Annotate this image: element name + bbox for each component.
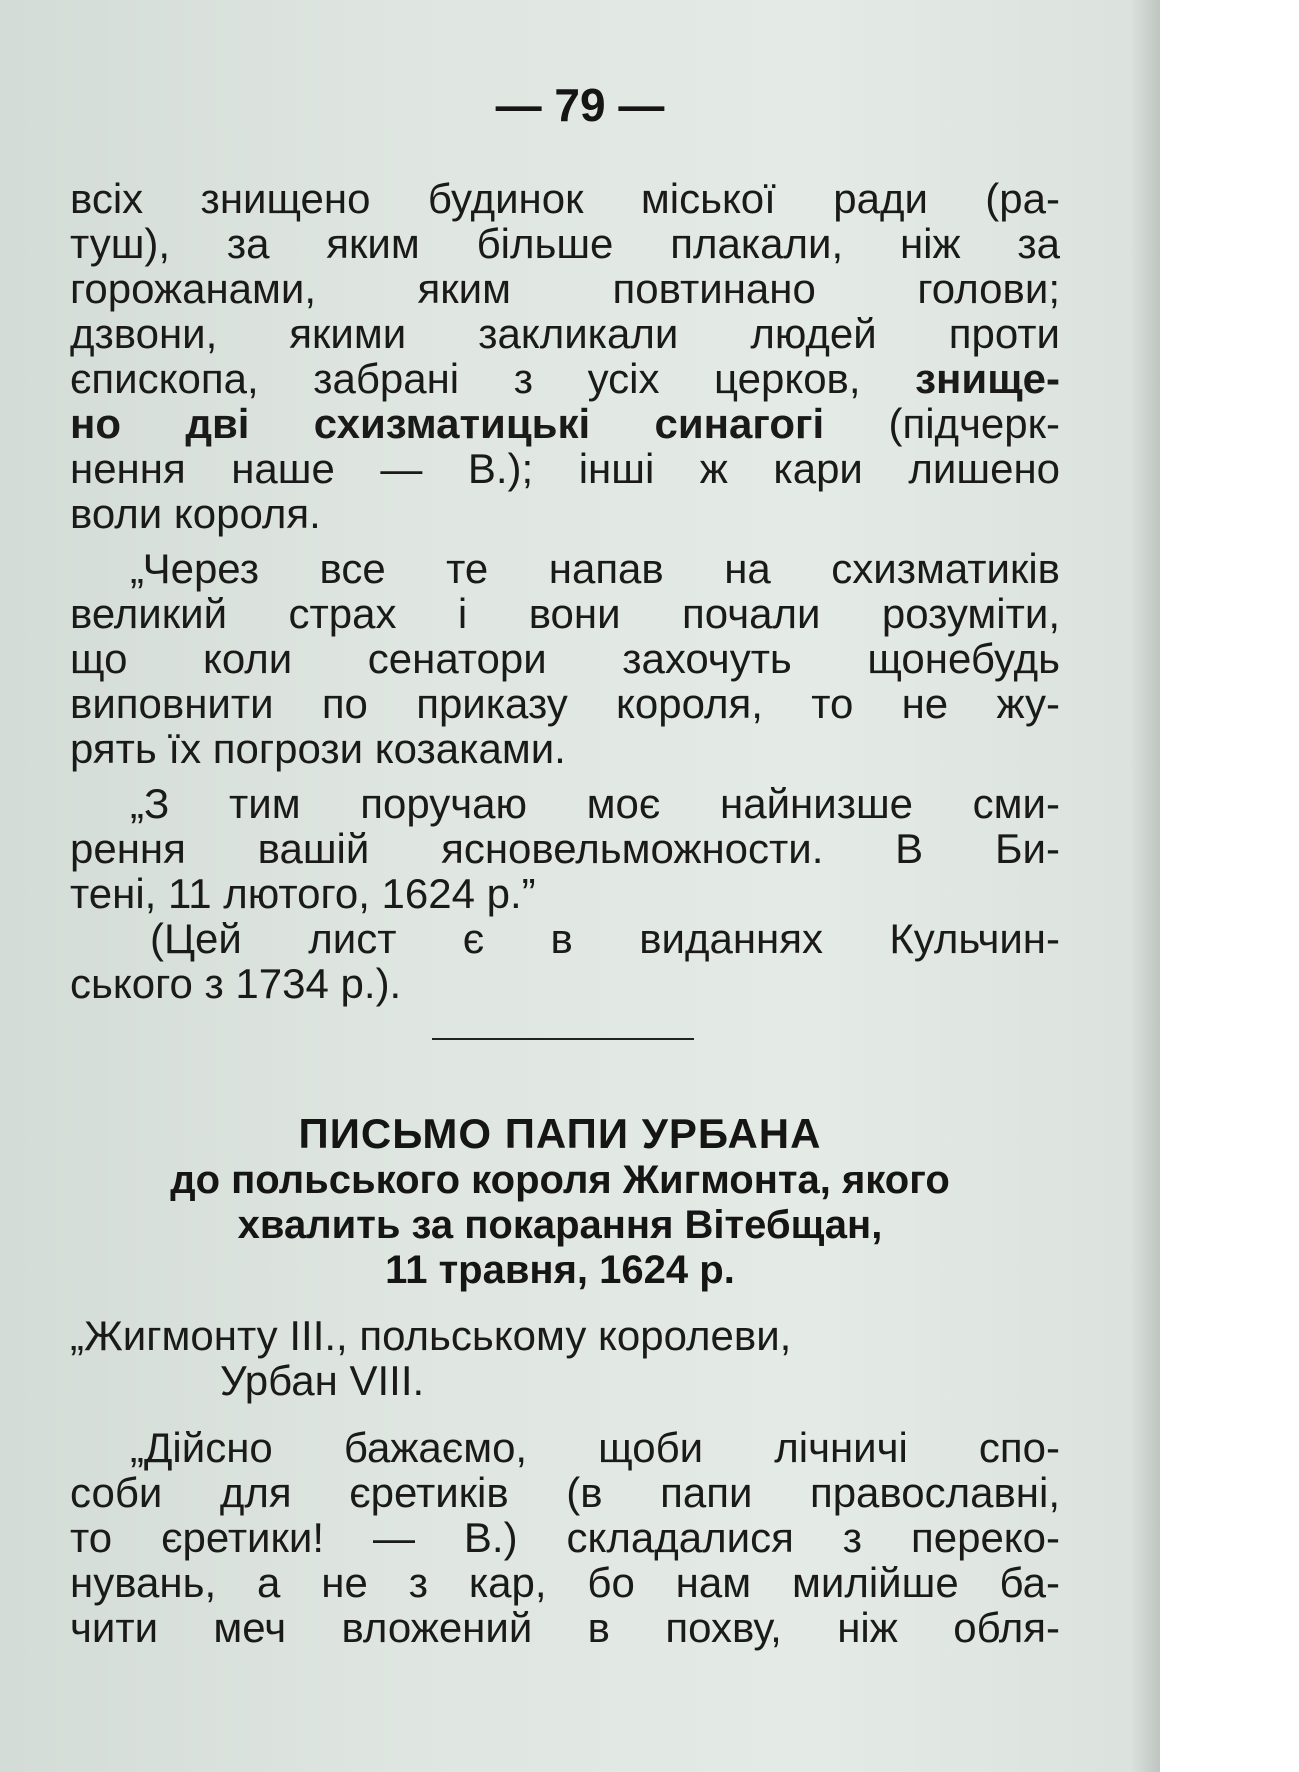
text-line: горожанами, яким повтинано голови; — [70, 265, 1060, 312]
text-line — [70, 356, 1060, 401]
text-line: ського з 1734 р.). — [70, 960, 402, 1007]
text-line: рення вашій ясновельможности. В Би- — [70, 825, 1060, 872]
text-line: соби для єретиків (в папи православні, — [70, 1469, 1060, 1516]
text-line: дзвони, якими закликали людей проти — [70, 310, 1060, 357]
heading-subtitle: хвалить за покарання Вітебщан, — [237, 1203, 883, 1247]
text-line — [70, 401, 1060, 446]
text-line: нувань, а не з кар, бо нам милійше ба- — [70, 1559, 1060, 1606]
text-segment: єпископа, забрані з усіх церков, — [70, 355, 916, 402]
emphasis-text: но дві схизматицькі синагогі — [70, 400, 825, 447]
section-divider — [432, 1038, 694, 1040]
emphasis-text: знище- — [915, 355, 1060, 402]
text-line: чити меч вложений в похву, ніж обля- — [70, 1604, 1060, 1651]
text-line: рять їх погрози козаками. — [70, 725, 566, 772]
text-line: „З тим поручаю моє найнизше сми- — [130, 780, 1060, 827]
section-heading — [60, 1110, 1060, 1293]
text-line: всіх знищено будинок міської ради (ра- — [70, 175, 1060, 222]
heading-subtitle: до польського короля Жигмонта, якого — [170, 1158, 950, 1202]
text-line: (Цей лист є в виданнях Кульчин- — [150, 915, 1060, 962]
text-line: воли короля. — [70, 490, 321, 537]
text-line: нення наше — В.); інші ж кари лишено — [70, 445, 1060, 492]
address-line: „Жигмонту III., польському королеви, — [70, 1312, 792, 1359]
heading-title: ПИСЬМО ПАПИ УРБАНА — [298, 1110, 822, 1157]
papal-letter — [70, 1313, 1060, 1650]
text-line: великий страх і вони почали розуміти, — [70, 590, 1060, 637]
text-line: то єретики! — В.) складалися з переко- — [70, 1514, 1060, 1561]
page-number: — 79 — — [495, 79, 665, 131]
letter-continuation — [70, 176, 1060, 1006]
text-line: тені, 11 лютого, 1624 р.” — [70, 870, 536, 917]
text-line: виповнити по приказу короля, то не жу- — [70, 680, 1060, 727]
text-line: що коли сенатори захочуть щонебудь — [70, 635, 1060, 682]
text-line: „Дійсно бажаємо, щоби лічничі спо- — [130, 1424, 1060, 1471]
heading-date: 11 травня, 1624 р. — [385, 1248, 735, 1292]
text-line: „Через все те напав на схизматиків — [130, 545, 1060, 592]
address-signature: Урбан VIII. — [220, 1357, 425, 1404]
text-line: туш), за яким більше плакали, ніж за — [70, 220, 1060, 267]
text-segment: (підчерк- — [824, 400, 1060, 447]
